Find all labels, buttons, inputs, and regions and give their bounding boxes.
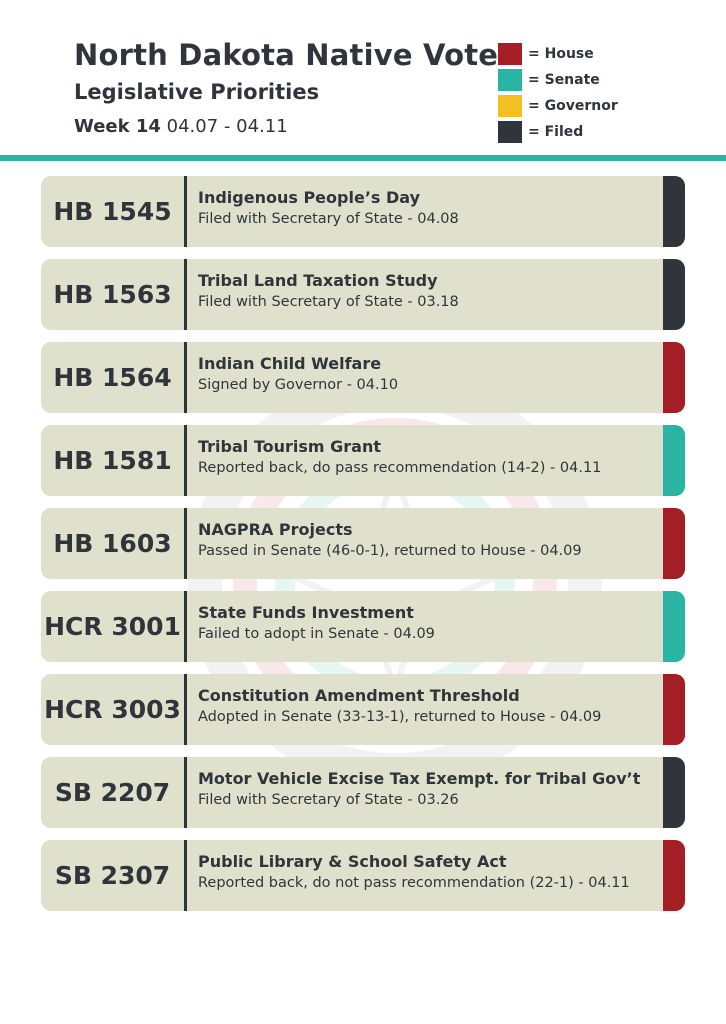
bill-card (41, 674, 685, 745)
bill-number: SB 2207 (54, 778, 171, 807)
bill-details (187, 425, 685, 496)
week-range (74, 116, 288, 137)
legend (498, 41, 618, 145)
legend-label: = House (528, 46, 594, 62)
bill-details (187, 840, 685, 911)
bill-number: HB 1563 (53, 280, 172, 309)
bill-status-tab (663, 840, 685, 911)
bill-card (41, 259, 685, 330)
bill-details (187, 757, 685, 828)
bill-status: Filed with Secretary of State - 04.08 (198, 211, 459, 227)
legend-label: = Senate (528, 72, 600, 88)
bill-number: HB 1603 (53, 529, 172, 558)
legend-label: = Governor (528, 98, 618, 114)
bill-status: Filed with Secretary of State - 03.18 (198, 294, 459, 310)
legend-item-filed (498, 119, 618, 145)
bill-status-tab (663, 176, 685, 247)
legend-label: = Filed (528, 124, 584, 140)
bill-title: Tribal Tourism Grant (198, 437, 382, 456)
bill-status: Passed in Senate (46-0-1), returned to House - 04.09 (198, 543, 582, 559)
bill-details (187, 508, 685, 579)
bill-number: SB 2307 (54, 861, 171, 890)
bill-card (41, 425, 685, 496)
bill-number: HB 1545 (53, 197, 172, 226)
bill-details (187, 342, 685, 413)
bill-details (187, 591, 685, 662)
bill-card (41, 591, 685, 662)
bill-status-tab (663, 757, 685, 828)
bill-number: HB 1564 (53, 363, 172, 392)
legend-swatch (498, 121, 522, 143)
bill-details (187, 259, 685, 330)
week-dates: 04.07 - 04.11 (166, 116, 288, 137)
legend-swatch (498, 43, 522, 65)
bill-status: Signed by Governor - 04.10 (198, 377, 399, 393)
legend-swatch (498, 95, 522, 117)
bill-status-tab (663, 591, 685, 662)
bill-card (41, 757, 685, 828)
bill-status-tab (663, 508, 685, 579)
bill-list (41, 176, 685, 923)
bill-number: HB 1581 (53, 446, 172, 475)
legend-item-governor (498, 93, 618, 119)
bill-card (41, 176, 685, 247)
bill-title: Public Library & School Safety Act (198, 852, 507, 871)
bill-title: Indigenous People’s Day (198, 188, 420, 207)
bill-status: Filed with Secretary of State - 03.26 (198, 792, 459, 808)
bill-title: Constitution Amendment Threshold (198, 686, 520, 705)
bill-title: NAGPRA Projects (198, 520, 353, 539)
bill-status: Failed to adopt in Senate - 04.09 (198, 626, 435, 642)
bill-title: Tribal Land Taxation Study (198, 271, 438, 290)
bill-status-tab (663, 342, 685, 413)
bill-card (41, 840, 685, 911)
week-label: Week 14 (74, 116, 161, 137)
legend-swatch (498, 69, 522, 91)
legend-item-senate (498, 67, 618, 93)
bill-status: Reported back, do not pass recommendation (22-1) - 04.11 (198, 875, 630, 891)
bill-card (41, 342, 685, 413)
bill-status-tab (663, 425, 685, 496)
bill-title: State Funds Investment (198, 603, 414, 622)
page-subtitle: Legislative Priorities (74, 80, 320, 104)
bill-status-tab (663, 674, 685, 745)
bill-status: Adopted in Senate (33-13-1), returned to House - 04.09 (198, 709, 602, 725)
bill-title: Motor Vehicle Excise Tax Exempt. for Tribal Gov’t (198, 769, 641, 788)
page-title: North Dakota Native Vote (74, 38, 499, 72)
bill-details (187, 176, 685, 247)
bill-number: HCR 3001 (44, 612, 181, 641)
bill-status: Reported back, do pass recommendation (14-2) - 04.11 (198, 460, 602, 476)
legend-item-house (498, 41, 618, 67)
bill-card (41, 508, 685, 579)
bill-title: Indian Child Welfare (198, 354, 382, 373)
bill-number: HCR 3003 (44, 695, 181, 724)
header-divider (0, 155, 726, 161)
bill-status-tab (663, 259, 685, 330)
bill-details (187, 674, 685, 745)
